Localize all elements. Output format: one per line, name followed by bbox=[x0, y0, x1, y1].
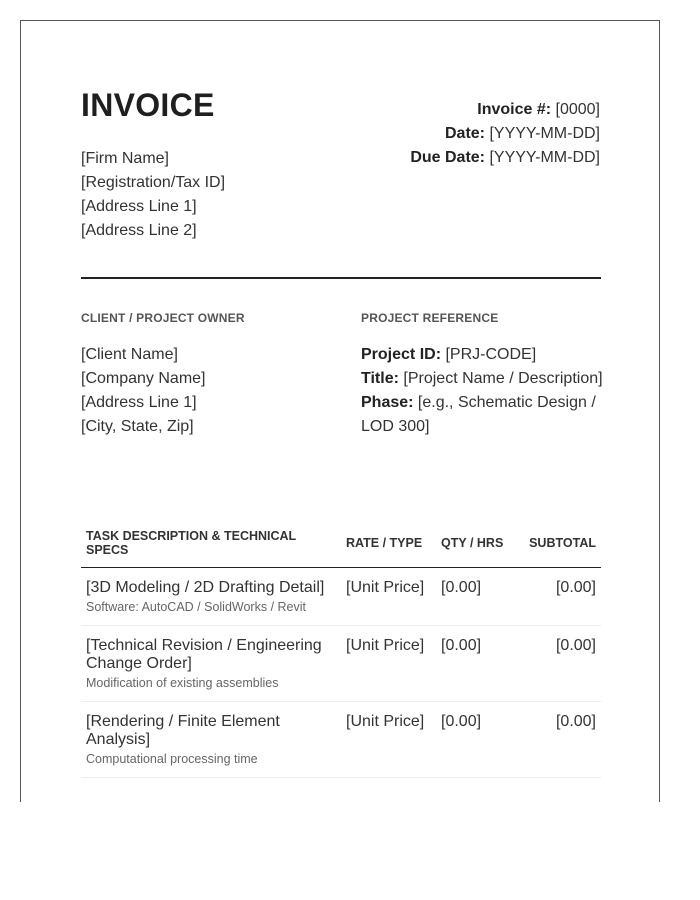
due-date-line bbox=[410, 146, 600, 170]
client-block bbox=[81, 343, 206, 439]
invoice-page bbox=[20, 20, 660, 802]
due-date-label: Due Date: bbox=[410, 149, 486, 166]
col-header-qty: QTY / HRS bbox=[436, 519, 516, 568]
due-date-value: [YYYY-MM-DD] bbox=[489, 149, 600, 166]
subtotal-cell: [0.00] bbox=[516, 626, 601, 702]
project-heading: PROJECT REFERENCE bbox=[361, 311, 499, 325]
invoice-number-value: [0000] bbox=[555, 101, 600, 118]
task-cell bbox=[81, 626, 341, 702]
invoice-date-label: Date: bbox=[445, 125, 486, 142]
table-row bbox=[81, 702, 601, 778]
project-title-line bbox=[361, 367, 606, 391]
invoice-date-value: [YYYY-MM-DD] bbox=[489, 125, 600, 142]
project-title-label: Title: bbox=[361, 370, 399, 387]
project-id-value: [PRJ-CODE] bbox=[445, 346, 537, 363]
task-description: [Rendering / Finite Element Analysis] bbox=[86, 713, 280, 748]
task-note: Software: AutoCAD / SolidWorks / Revit bbox=[86, 600, 306, 614]
client-name: [Client Name] bbox=[81, 346, 178, 363]
task-note: Computational processing time bbox=[86, 752, 258, 766]
line-items-table bbox=[81, 519, 601, 778]
task-cell bbox=[81, 568, 341, 626]
rate-cell: [Unit Price] bbox=[341, 568, 436, 626]
col-header-subtotal: SUBTOTAL bbox=[516, 519, 601, 568]
project-block bbox=[361, 343, 606, 439]
invoice-number-label: Invoice #: bbox=[477, 101, 552, 118]
project-title-value: [Project Name / Description] bbox=[403, 370, 603, 387]
rate-cell: [Unit Price] bbox=[341, 626, 436, 702]
project-phase-line bbox=[361, 391, 606, 439]
invoice-date-line bbox=[410, 122, 600, 146]
invoice-meta bbox=[410, 98, 600, 170]
firm-tax-id: [Registration/Tax ID] bbox=[81, 174, 226, 191]
task-description: [Technical Revision / Engineering Change Order] bbox=[86, 637, 322, 672]
header-divider bbox=[81, 277, 601, 279]
project-id-line bbox=[361, 343, 606, 367]
qty-cell: [0.00] bbox=[436, 626, 516, 702]
project-id-label: Project ID: bbox=[361, 346, 442, 363]
table-row bbox=[81, 568, 601, 626]
client-address-1: [Address Line 1] bbox=[81, 394, 197, 411]
invoice-title: INVOICE bbox=[81, 87, 215, 123]
subtotal-cell: [0.00] bbox=[516, 568, 601, 626]
rate-cell: [Unit Price] bbox=[341, 702, 436, 778]
client-city-state-zip: [City, State, Zip] bbox=[81, 418, 194, 435]
firm-address-2: [Address Line 2] bbox=[81, 222, 197, 239]
project-phase-label: Phase: bbox=[361, 394, 414, 411]
qty-cell: [0.00] bbox=[436, 702, 516, 778]
table-row bbox=[81, 626, 601, 702]
subtotal-cell: [0.00] bbox=[516, 702, 601, 778]
client-heading: CLIENT / PROJECT OWNER bbox=[81, 311, 245, 325]
col-header-task: TASK DESCRIPTION & TECHNICAL SPECS bbox=[81, 519, 341, 568]
client-company: [Company Name] bbox=[81, 370, 206, 387]
task-cell bbox=[81, 702, 341, 778]
col-header-rate: RATE / TYPE bbox=[341, 519, 436, 568]
task-description: [3D Modeling / 2D Drafting Detail] bbox=[86, 579, 325, 596]
firm-name: [Firm Name] bbox=[81, 150, 169, 167]
firm-block bbox=[81, 147, 225, 243]
project-phase-value: [e.g., Schematic Design / LOD 300] bbox=[361, 394, 596, 435]
qty-cell: [0.00] bbox=[436, 568, 516, 626]
task-note: Modification of existing assemblies bbox=[86, 676, 279, 690]
firm-address-1: [Address Line 1] bbox=[81, 198, 197, 215]
table-header-row bbox=[81, 519, 601, 568]
invoice-number-line bbox=[410, 98, 600, 122]
